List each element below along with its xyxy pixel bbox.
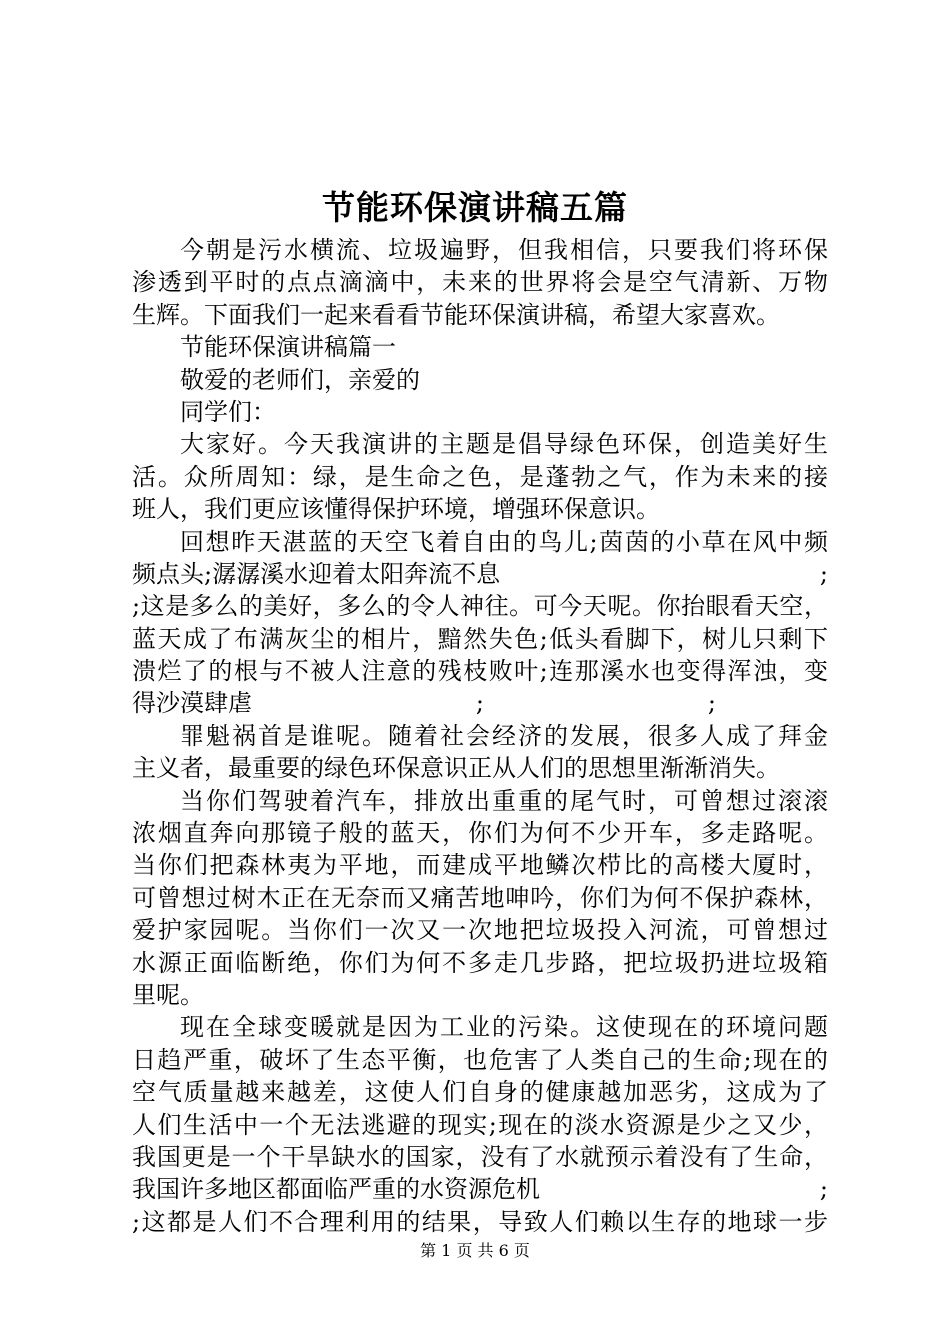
line-text: ; [819,1175,828,1204]
section-heading: 节能环保演讲稿篇一 [180,333,396,362]
paragraph-line: 我国更是一个干旱缺水的国家，没有了水就预示着没有了生命， [132,1142,828,1171]
paragraph-line: 水源正面临断绝，你们为何不多走几步路，把垃圾扔进垃圾箱 [132,948,828,977]
paragraph-line: 渗透到平时的点点滴滴中，未来的世界将会是空气清新、万物 [132,268,828,297]
paragraph-line: 班人，我们更应该懂得保护环境，增强环保意识。 [132,495,660,524]
salutation-line: 同学们： [180,397,276,426]
paragraph-line: ;这是多么的美好，多么的令人神往。可今天呢。你抬眼看天空， [132,592,828,621]
line-text: ; [819,559,828,588]
paragraph-line: 现在全球变暖就是因为工业的污染。这使现在的环境问题 [180,1013,828,1042]
line-text: 得沙漠肆虐 [132,689,252,718]
document-body [132,234,828,1238]
salutation-line: 敬爱的老师们，亲爱的 [180,365,420,394]
paragraph-line: 今朝是污水横流、垃圾遍野，但我相信，只要我们将环保 [180,236,828,264]
paragraph-line: 溃烂了的根与不被人注意的残枝败叶;连那溪水也变得浑浊，变 [132,657,828,686]
paragraph-line: 蓝天成了布满灰尘的相片，黯然失色;低头看脚下，树儿只剩下 [132,624,828,653]
paragraph-line: 浓烟直奔向那镜子般的蓝天，你们为何不少开车，多走路呢。 [132,819,828,848]
paragraph-line: 可曾想过树木正在无奈而又痛苦地呻吟，你们为何不保护森林， [132,883,828,912]
document-title: 节能环保演讲稿五篇 [322,188,628,227]
paragraph-line: 爱护家园呢。当你们一次又一次地把垃圾投入河流，可曾想过 [132,916,828,945]
paragraph-line [132,1173,828,1205]
paragraph-line: 活。众所周知：绿，是生命之色，是蓬勃之气，作为未来的接 [132,462,828,491]
paragraph-line: 生辉。下面我们一起来看看节能环保演讲稿，希望大家喜欢。 [132,300,780,329]
line-text: ; [475,689,484,718]
paragraph-line: 主义者，最重要的绿色环保意识正从人们的思想里渐渐消失。 [132,754,780,783]
line-text: ; [707,689,716,718]
paragraph-line: 里呢。 [132,980,204,1009]
paragraph-line: 日趋严重，破坏了生态平衡，也危害了人类自己的生命;现在的 [132,1045,828,1074]
line-text: 频点头;潺潺溪水迎着太阳奔流不息 [132,559,501,588]
paragraph-line: 人们生活中一个无法逃避的现实;现在的淡水资源是少之又少， [132,1110,828,1139]
page-number: 第 1 页 共 6 页 [420,1241,530,1260]
paragraph-line: 空气质量越来越差，这使人们自身的健康越加恶劣，这成为了 [132,1078,828,1107]
paragraph-line [132,687,828,719]
paragraph-line [132,558,828,590]
paragraph-line: 当你们驾驶着汽车，排放出重重的尾气时，可曾想过滚滚 [180,786,828,815]
line-text: 我国许多地区都面临严重的水资源危机 [132,1175,540,1204]
paragraph-line: ;这都是人们不合理利用的结果，导致人们赖以生存的地球一步 [132,1207,828,1236]
paragraph-line: 当你们把森林夷为平地，而建成平地鳞次栉比的高楼大厦时， [132,851,828,880]
paragraph-line: 回想昨天湛蓝的天空飞着自由的鸟儿;茵茵的小草在风中频 [180,527,828,556]
paragraph-line: 罪魁祸首是谁呢。随着社会经济的发展，很多人成了拜金 [180,721,828,750]
paragraph-line: 大家好。今天我演讲的主题是倡导绿色环保，创造美好生 [180,430,828,459]
